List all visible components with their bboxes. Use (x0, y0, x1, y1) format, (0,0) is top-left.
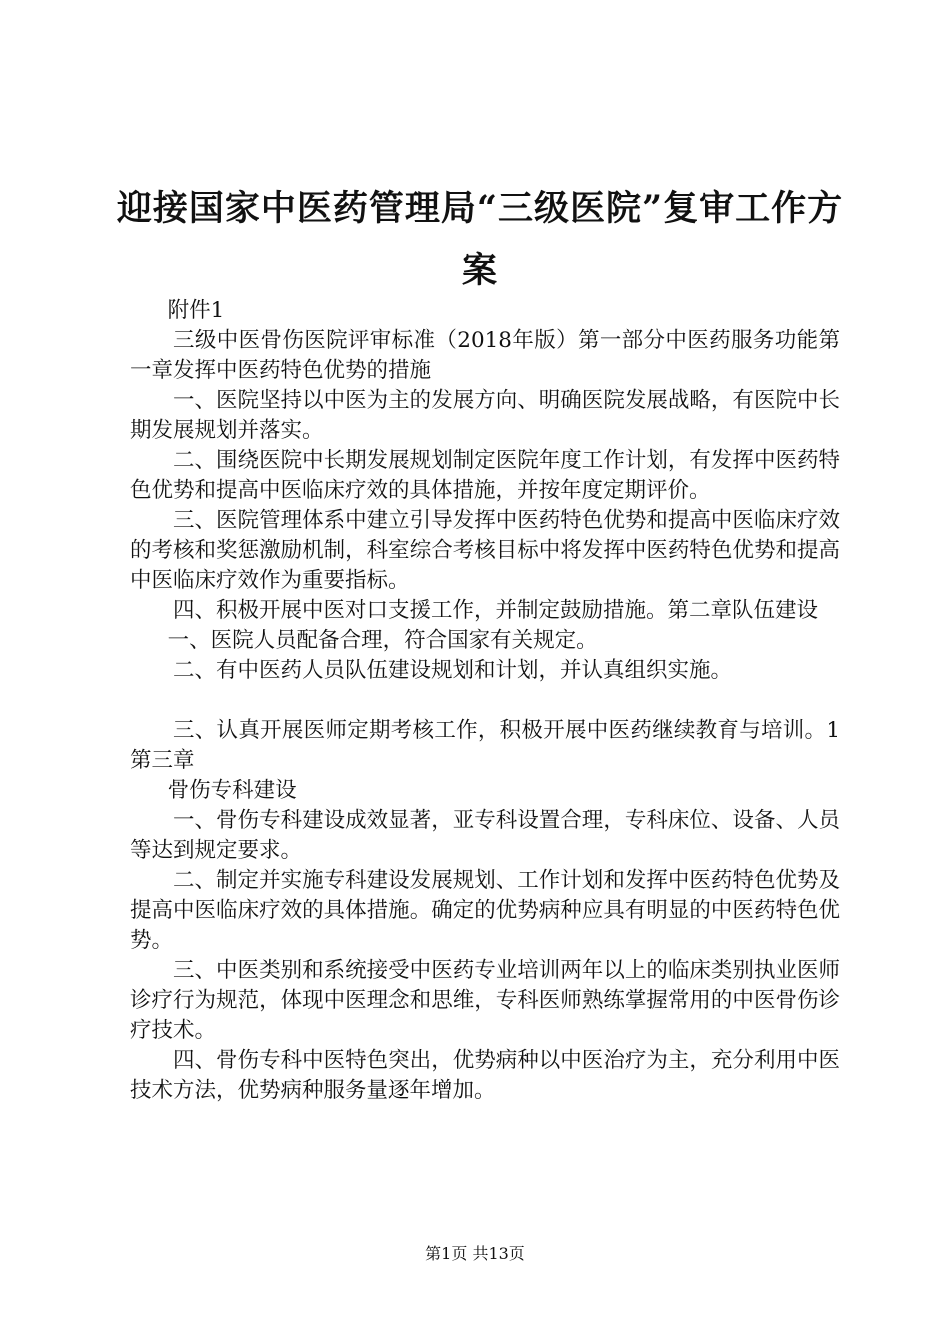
document-body (130, 296, 840, 1106)
page-footer: 第1页 共13页 (425, 1244, 525, 1263)
paragraph: 三、认真开展医师定期考核工作，积极开展中医药继续教育与培训。1第三章 (130, 718, 840, 773)
document-title: 迎接国家中医药管理局“三级医院”复审工作方案 (116, 188, 844, 291)
paragraph: 四、骨伤专科中医特色突出，优势病种以中医治疗为主，充分利用中医技术方法，优势病种服务量逐年增加。 (130, 1048, 840, 1103)
paragraph: 二、围绕医院中长期发展规划制定医院年度工作计划，有发挥中医药特色优势和提高中医临床疗效的具体措施，并按年度定期评价。 (130, 448, 840, 503)
paragraph: 一、医院坚持以中医为主的发展方向、明确医院发展战略，有医院中长期发展规划并落实。 (130, 388, 840, 443)
paragraph: 二、制定并实施专科建设发展规划、工作计划和发挥中医药特色优势及提高中医临床疗效的具体措施。确定的优势病种应具有明显的中医药特色优势。 (130, 868, 840, 953)
paragraph: 三、医院管理体系中建立引导发挥中医药特色优势和提高中医临床疗效的考核和奖惩激励机制，科室综合考核目标中将发挥中医药特色优势和提高中医临床疗效作为重要指标。 (130, 508, 840, 593)
blank-line (130, 686, 840, 716)
section-heading: 骨伤专科建设 (167, 778, 297, 803)
paragraph: 一、骨伤专科建设成效显著，亚专科设置合理，专科床位、设备、人员等达到规定要求。 (130, 808, 840, 863)
paragraph: 一、医院人员配备合理，符合国家有关规定。 (167, 628, 598, 653)
paragraph: 三级中医骨伤医院评审标准（2018年版）第一部分中医药服务功能第一章发挥中医药特色优势的措施 (130, 328, 840, 383)
paragraph: 二、有中医药人员队伍建设规划和计划，并认真组织实施。 (173, 658, 733, 683)
paragraph: 四、积极开展中医对口支援工作，并制定鼓励措施。第二章队伍建设 (173, 598, 819, 623)
attachment-label: 附件1 (167, 298, 225, 323)
paragraph: 三、中医类别和系统接受中医药专业培训两年以上的临床类别执业医师诊疗行为规范，体现中医理念和思维，专科医师熟练掌握常用的中医骨伤诊疗技术。 (130, 958, 840, 1043)
